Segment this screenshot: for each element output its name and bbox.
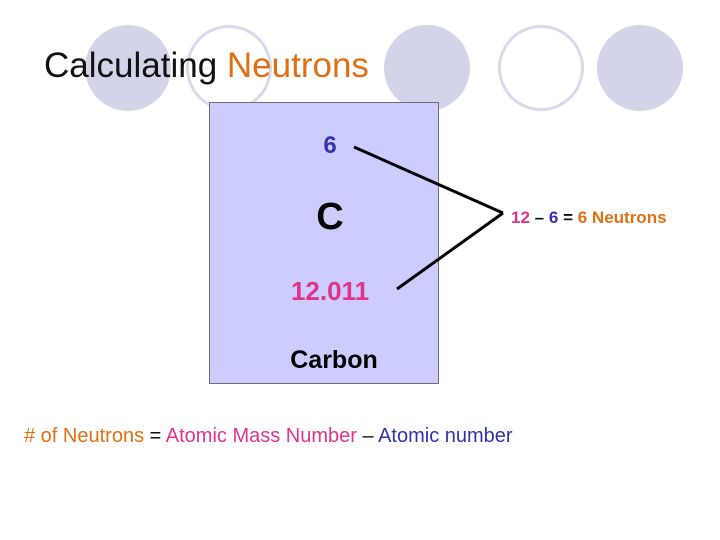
neutron-formula (24, 425, 513, 448)
formula-mass-term: Atomic Mass Number (165, 425, 357, 447)
formula-lhs: # of Neutrons (24, 425, 145, 447)
equation-mass: 12 (511, 208, 530, 227)
title-highlight: Neutrons (226, 46, 369, 85)
connector-line-mass (397, 213, 503, 289)
element-name: Carbon (290, 346, 378, 374)
atomic-mass: 12.011 (290, 276, 370, 306)
element-symbol: C (316, 196, 344, 238)
atomic-number: 6 (323, 132, 337, 159)
title-prefix: Calculating (44, 46, 218, 85)
formula-equals: = (149, 425, 162, 447)
equation-minus: – (534, 208, 545, 227)
formula-number-term: Atomic number (378, 425, 513, 447)
equation-result: 6 Neutrons (577, 208, 667, 227)
equation-number: 6 (548, 208, 559, 227)
connector-line-number (354, 147, 503, 213)
equation-equals: = (563, 208, 573, 227)
neutron-calculation (511, 208, 667, 228)
formula-minus: – (362, 425, 374, 447)
